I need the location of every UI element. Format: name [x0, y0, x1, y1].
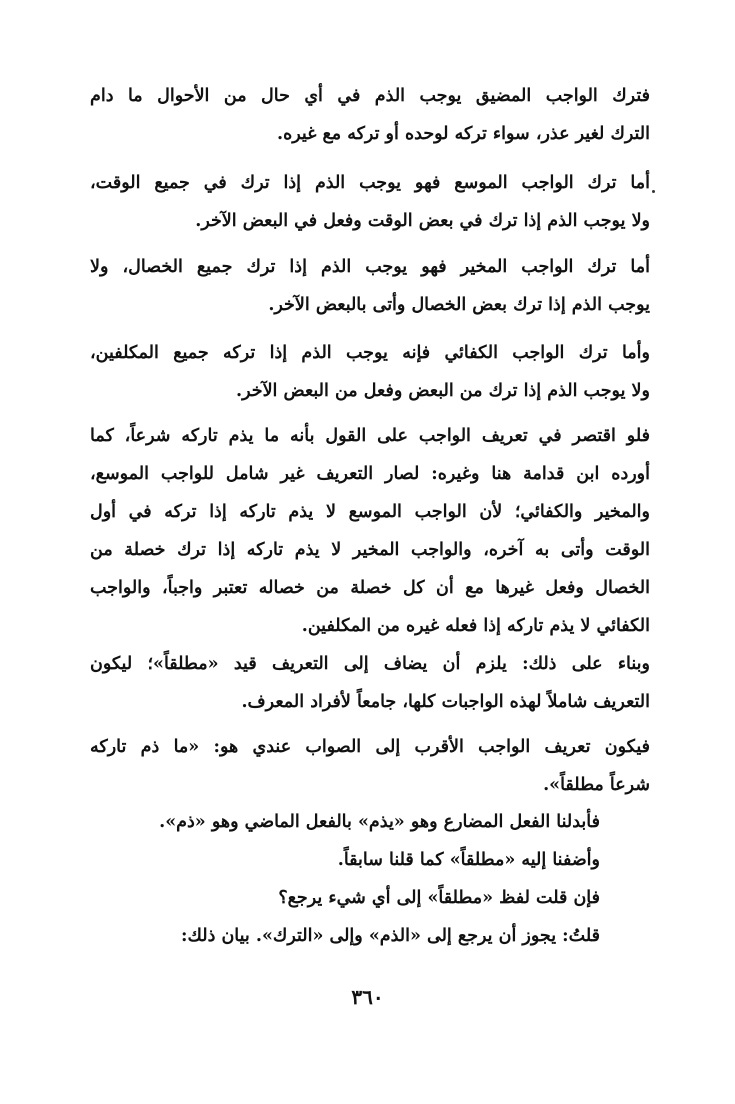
paragraph-line: فلو اقتصر في تعريف الواجب على القول بأنه ما يذم تاركه شرعاً، كما [90, 426, 650, 446]
paragraph-line: فترك الواجب المضيق يوجب الذم في أي حال من الأحوال ما دام [90, 86, 650, 106]
paragraph-2 [90, 164, 650, 240]
paragraph-line: التعريف شاملاً لهذه الواجبات كلها، جامعاً لأفراد المعرف. [241, 692, 650, 712]
paragraph-1 [90, 77, 650, 153]
paragraph-line: أما ترك الواجب الموسع فهو يوجب الذم إذا ترك في جميع الوقت، [90, 173, 650, 193]
paragraph-6 [90, 645, 650, 721]
paragraph-line: وبناء على ذلك: يلزم أن يضاف إلى التعريف قيد «مطلقاً»؛ ليكون [90, 654, 650, 674]
note-line: قلتُ: يجوز أن يرجع إلى «الذم» وإلى «الترك». بيان ذلك: [181, 926, 600, 946]
paragraph-4 [90, 334, 650, 410]
note-line: وأضفنا إليه «مطلقاً» كما قلنا سابقاً. [337, 850, 600, 870]
paragraph-3 [90, 248, 650, 324]
paragraph-line: الخصال وفعل غيرها مع أن كل خصلة من خصاله تعتبر واجباً، والواجب [90, 578, 650, 598]
margin-mark [652, 190, 655, 193]
paragraph-line: يوجب الذم إذا ترك بعض الخصال وأتى بالبعض الآخر. [268, 295, 650, 315]
paragraph-line: شرعاً مطلقاً». [543, 775, 650, 795]
paragraph-line: ولا يوجب الذم إذا ترك من البعض وفعل من البعض الآخر. [236, 381, 650, 401]
paragraph-line: الكفائي لا يذم تاركه إذا فعله غيره من المكلفين. [301, 616, 650, 636]
paragraph-5 [90, 417, 650, 645]
paragraph-line: الترك لغير عذر، سواء تركه لوحده أو تركه مع غيره. [277, 124, 650, 144]
paragraph-line: وأما ترك الواجب الكفائي فإنه يوجب الذم إذا تركه جميع المكلفين، [90, 343, 650, 363]
indented-notes [90, 803, 600, 955]
paragraph-line: أورده ابن قدامة هنا وغيره: لصار التعريف غير شامل للواجب الموسع، [90, 464, 650, 484]
paragraph-line: ولا يوجب الذم إذا ترك في بعض الوقت وفعل في البعض الآخر. [195, 211, 650, 231]
note-line: فأبدلنا الفعل المضارع وهو «يذم» بالفعل الماضي وهو «ذم». [159, 812, 600, 832]
paragraph-line: أما ترك الواجب المخير فهو يوجب الذم إذا ترك جميع الخصال، ولا [90, 257, 650, 277]
paragraph-line: والمخير والكفائي؛ لأن الواجب الموسع لا يذم تاركه إذا تركه في أول [90, 502, 650, 522]
paragraph-line: الوقت وأتى به آخره، والواجب المخير لا يذم تاركه إذا ترك خصلة من [90, 540, 650, 560]
note-line: فإن قلت لفظ «مطلقاً» إلى أي شيء يرجع؟ [278, 888, 600, 908]
paragraph-7 [90, 728, 650, 804]
paragraph-line: فيكون تعريف الواجب الأقرب إلى الصواب عندي هو: «ما ذم تاركه [90, 737, 650, 757]
page-number: ٣٦٠ [351, 985, 384, 1009]
